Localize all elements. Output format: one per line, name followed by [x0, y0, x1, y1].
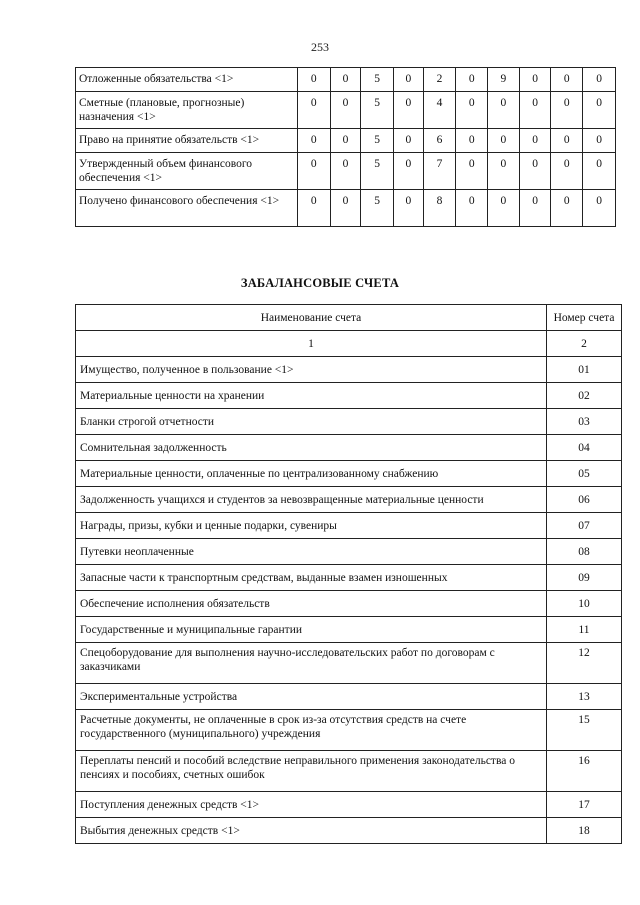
code-digit: 0 — [297, 129, 330, 153]
account-number: 03 — [547, 409, 622, 435]
code-digit: 0 — [394, 153, 424, 190]
code-digit: 0 — [394, 68, 424, 92]
code-digit: 0 — [330, 190, 361, 227]
code-digit: 2 — [423, 68, 456, 92]
account-number: 09 — [547, 565, 622, 591]
table-row — [76, 129, 616, 153]
code-digit: 0 — [456, 92, 488, 129]
account-number: 16 — [547, 751, 622, 792]
account-number: 01 — [547, 357, 622, 383]
column-index-name: 1 — [76, 331, 547, 357]
account-number: 07 — [547, 513, 622, 539]
account-number: 18 — [547, 818, 622, 844]
code-digit: 0 — [551, 153, 583, 190]
code-digit: 5 — [361, 153, 394, 190]
code-digit: 8 — [423, 190, 456, 227]
code-digit: 0 — [297, 190, 330, 227]
code-digit: 0 — [583, 92, 616, 129]
code-digit: 0 — [330, 68, 361, 92]
code-digit: 5 — [361, 92, 394, 129]
table-row — [76, 487, 622, 513]
account-name: Экспериментальные устройства — [76, 684, 547, 710]
account-name: Право на принятие обязательств <1> — [76, 129, 298, 153]
account-number: 08 — [547, 539, 622, 565]
code-digit: 5 — [361, 129, 394, 153]
code-digit: 0 — [583, 153, 616, 190]
code-digit: 0 — [456, 190, 488, 227]
code-digit: 0 — [583, 68, 616, 92]
code-digit: 0 — [583, 190, 616, 227]
code-digit: 0 — [394, 190, 424, 227]
code-digit: 0 — [456, 129, 488, 153]
code-digit: 5 — [361, 68, 394, 92]
code-digit: 0 — [394, 129, 424, 153]
table-row — [76, 513, 622, 539]
code-digit: 0 — [394, 92, 424, 129]
account-name: Спецоборудование для выполнения научно-исследовательских работ по договорам с заказчиками — [76, 643, 547, 684]
off-balance-accounts-table — [75, 304, 622, 844]
code-digit: 0 — [519, 190, 551, 227]
account-number: 15 — [547, 710, 622, 751]
table-subheader-row — [76, 331, 622, 357]
code-digit: 0 — [551, 190, 583, 227]
table-row — [76, 751, 622, 792]
code-digit: 0 — [456, 153, 488, 190]
account-name: Переплаты пенсий и пособий вследствие неправильного применения законодательства о пенсиях и пособиях, счетных ошибок — [76, 751, 547, 792]
page-number: 253 — [311, 40, 329, 54]
table-row — [76, 357, 622, 383]
table-row — [76, 409, 622, 435]
account-name: Имущество, полученное в пользование <1> — [76, 357, 547, 383]
account-name: Награды, призы, кубки и ценные подарки, сувениры — [76, 513, 547, 539]
table-row — [76, 153, 616, 190]
account-name: Материальные ценности на хранении — [76, 383, 547, 409]
accounts-continuation-table — [75, 67, 616, 227]
account-name: Задолженность учащихся и студентов за невозвращенные материальные ценности — [76, 487, 547, 513]
table-row — [76, 792, 622, 818]
account-name: Бланки строгой отчетности — [76, 409, 547, 435]
table-row — [76, 190, 616, 227]
code-digit: 6 — [423, 129, 456, 153]
account-name: Расчетные документы, не оплаченные в срок из-за отсутствия средств на счете государственного (муниципального) учреждения — [76, 710, 547, 751]
table-row — [76, 383, 622, 409]
code-digit: 0 — [488, 92, 520, 129]
account-number: 12 — [547, 643, 622, 684]
table-row — [76, 818, 622, 844]
column-header-number: Номер счета — [547, 305, 622, 331]
code-digit: 0 — [297, 92, 330, 129]
account-number: 11 — [547, 617, 622, 643]
account-name: Материальные ценности, оплаченные по централизованному снабжению — [76, 461, 547, 487]
account-number: 06 — [547, 487, 622, 513]
code-digit: 0 — [519, 153, 551, 190]
table-row — [76, 92, 616, 129]
code-digit: 0 — [488, 153, 520, 190]
table-row — [76, 591, 622, 617]
code-digit: 0 — [488, 129, 520, 153]
code-digit: 0 — [519, 68, 551, 92]
code-digit: 0 — [519, 92, 551, 129]
code-digit: 0 — [297, 68, 330, 92]
table-header-row — [76, 305, 622, 331]
code-digit: 0 — [519, 129, 551, 153]
column-index-number: 2 — [547, 331, 622, 357]
table-row — [76, 461, 622, 487]
account-number: 17 — [547, 792, 622, 818]
code-digit: 5 — [361, 190, 394, 227]
table-row — [76, 435, 622, 461]
account-number: 02 — [547, 383, 622, 409]
account-name: Сомнительная задолженность — [76, 435, 547, 461]
code-digit: 0 — [330, 129, 361, 153]
code-digit: 0 — [551, 129, 583, 153]
code-digit: 7 — [423, 153, 456, 190]
code-digit: 0 — [583, 129, 616, 153]
table-row — [76, 539, 622, 565]
account-name: Поступления денежных средств <1> — [76, 792, 547, 818]
code-digit: 0 — [551, 92, 583, 129]
section-title: ЗАБАЛАНСОВЫЕ СЧЕТА — [240, 276, 400, 290]
account-number: 10 — [547, 591, 622, 617]
code-digit: 0 — [330, 153, 361, 190]
account-number: 13 — [547, 684, 622, 710]
account-name: Обеспечение исполнения обязательств — [76, 591, 547, 617]
table-row — [76, 68, 616, 92]
code-digit: 4 — [423, 92, 456, 129]
code-digit: 9 — [488, 68, 520, 92]
account-name: Государственные и муниципальные гарантии — [76, 617, 547, 643]
table-row — [76, 643, 622, 684]
account-number: 05 — [547, 461, 622, 487]
account-name: Отложенные обязательства <1> — [76, 68, 298, 92]
code-digit: 0 — [456, 68, 488, 92]
table-row — [76, 710, 622, 751]
code-digit: 0 — [488, 190, 520, 227]
account-name: Путевки неоплаченные — [76, 539, 547, 565]
account-name: Утвержденный объем финансового обеспечения <1> — [76, 153, 298, 190]
column-header-name: Наименование счета — [76, 305, 547, 331]
account-name: Выбытия денежных средств <1> — [76, 818, 547, 844]
table-row — [76, 617, 622, 643]
code-digit: 0 — [551, 68, 583, 92]
table-row — [76, 684, 622, 710]
account-name: Запасные части к транспортным средствам, выданные взамен изношенных — [76, 565, 547, 591]
account-name: Сметные (плановые, прогнозные) назначения <1> — [76, 92, 298, 129]
account-number: 04 — [547, 435, 622, 461]
account-name: Получено финансового обеспечения <1> — [76, 190, 298, 227]
code-digit: 0 — [330, 92, 361, 129]
table-row — [76, 565, 622, 591]
code-digit: 0 — [297, 153, 330, 190]
